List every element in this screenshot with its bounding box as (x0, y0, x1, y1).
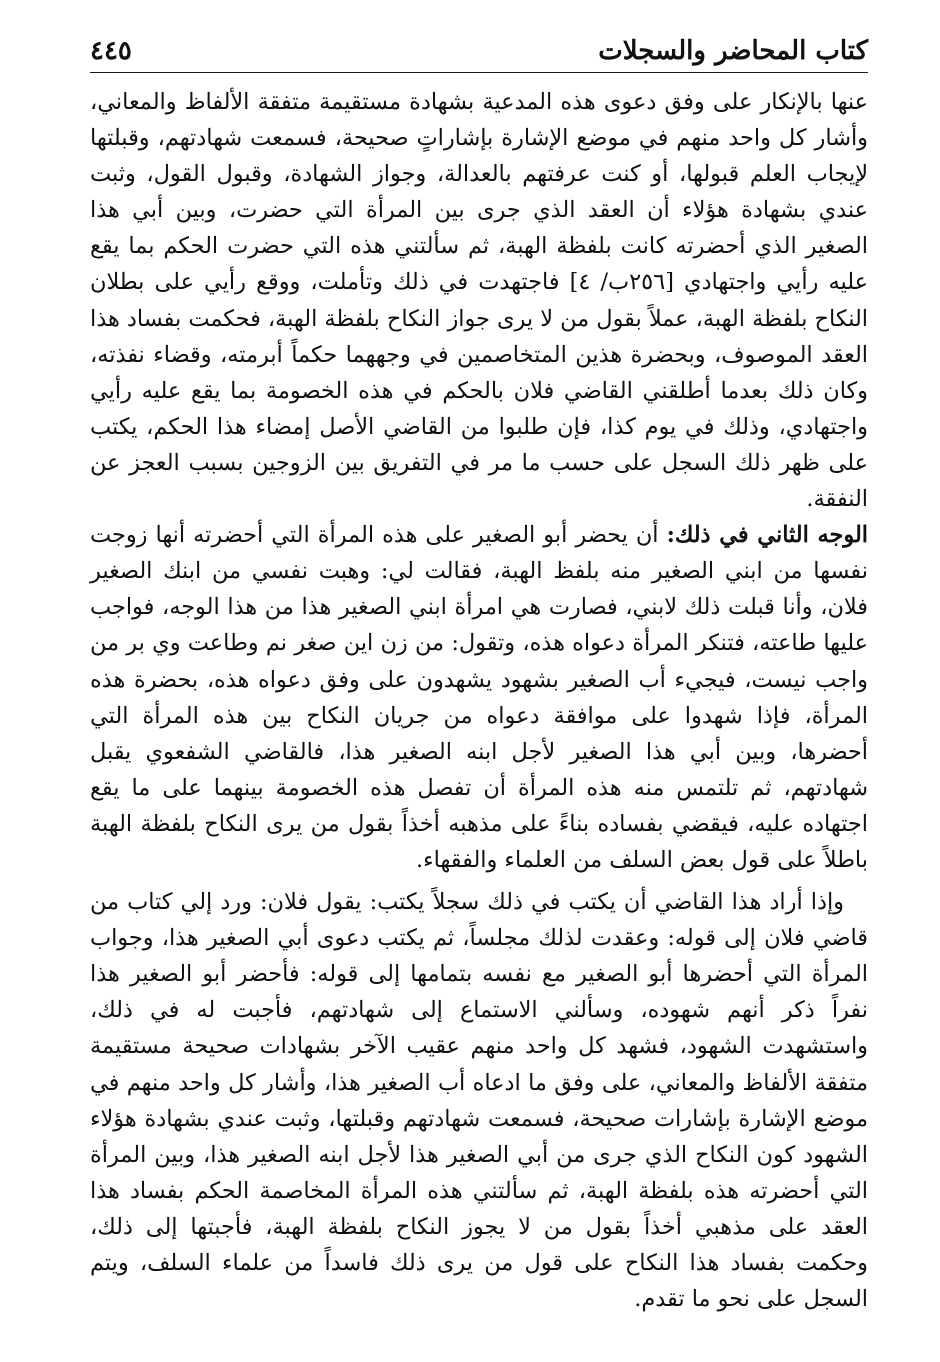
paragraph-1 (90, 84, 868, 517)
book-title: كتاب المحاضر والسجلات (598, 36, 868, 66)
paragraph-2-text: أن يحضر أبو الصغير على هذه المرأة التي أحضرته أنها زوجت نفسها من ابني الصغير منه بلفظ الهبة، فقالت لي: وهبت نفسي من ابنك الصغير فلان، وأنا قبلت ذلك لابني، فصارت هي امرأة ابني الصغير هذا من هذا الوجه، فواجب عليها طاعته، فتنكر المرأة دعواه هذه، وتقول: من زن اين صغر نم وطاعت وي بر من واجب نيست، فيجيء أب الصغير بشهود يشهدون على وفق دعواه هذه، بحضرة هذه المرأة، فإذا شهدوا على موافقة دعواه من جريان النكاح بين هذه المرأة التي أحضرها، وبين أبي هذا الصغير لأجل ابنه الصغير هذا، فالقاضي الشفعوي يقبل شهادتهم، ثم تلتمس منه هذه المرأة أن تفصل هذه الخصومة بينهما على ما يقع اجتهاده عليه، فيقضي بفساده بناءً على مذهبه أخذاً بقول من يرى النكاح بلفظة الهبة باطلاً على قول بعض السلف من العلماء والفقهاء. (90, 522, 868, 873)
running-header (90, 26, 868, 73)
page-number: ٤٤٥ (90, 36, 132, 66)
paragraph-1-text: عنها بالإنكار على وفق دعوى هذه المدعية بشهادة مستقيمة متفقة الألفاظ والمعاني، وأشار كل واحد منهم في موضع الإشارة بإشاراتٍ صحيحة، فسمعت شهادتهم، وقبلتها لإيجاب العلم قبولها، أو كنت عرفتهم بالعدالة، وجواز الشهادة، وقبول القول، وثبت عندي بشهادة هؤلاء أن العقد الذي جرى بين المرأة التي حضرت، وبين أبي هذا الصغير الذي أحضرته كانت بلفظة الهبة، ثم سألتني هذه التي حضرت الحكم بما يقع عليه رأيي واجتهادي [٢٥٦ب/ ٤] فاجتهدت في ذلك وتأملت، ووقع رأيي على بطلان النكاح بلفظة الهبة، عملاً بقول من لا يرى جواز النكاح بلفظة الهبة، فحكمت بفساد هذا العقد الموصوف، وبحضرة هذين المتخاصمين في وجههما حكماً أبرمته، وقضاء نفذته، وكان ذلك بعدما أطلقني القاضي فلان بالحكم في هذه الخصومة بما يقع عليه رأيي واجتهادي، وذلك في يوم كذا، فإن طلبوا من القاضي الأصل إمضاء هذا الحكم، يكتب على ظهر ذلك السجل على حسب ما مر في التفريق بين الزوجين بسبب العجز عن النفقة. (90, 89, 868, 513)
paragraph-3 (90, 884, 868, 1317)
paragraph-2 (90, 517, 868, 878)
page-body (90, 84, 868, 1317)
paragraph-2-heading: الوجه الثاني في ذلك: (666, 522, 869, 549)
paragraph-3-text: وإذا أراد هذا القاضي أن يكتب في ذلك سجلاً يكتب: يقول فلان: ورد إلي كتاب من قاضي فلان إلى قوله: وعقدت لذلك مجلساً، ثم يكتب دعوى أبي الصغير هذا، وجواب المرأة التي أحضرها أبو الصغير مع نفسه بتمامها إلى قوله: فأحضر أبو الصغير هذا نفراً ذكر أنهم شهوده، وسألني الاستماع إلى شهادتهم، فأجبت له في ذلك، واستشهدت الشهود، فشهد كل واحد منهم عقيب الآخر بشهادات صحيحة مستقيمة متفقة الألفاظ والمعاني، على وفق ما ادعاه أب الصغير هذا، وأشار كل واحد منهم في موضع الإشارة بإشارات صحيحة، فسمعت شهادتهم وقبلتها، وثبت عندي بشهادة هؤلاء الشهود كون النكاح الذي جرى من أبي الصغير هذا لأجل ابنه الصغير هذا، وبين المرأة التي أحضرته هذه بلفظة الهبة، ثم سألتني هذه المرأة المخاصمة الحكم بفساد هذا العقد على مذهبي أخذاً بقول من لا يجوز النكاح بلفظة الهبة، فأجبتها إلى ذلك، وحكمت بفساد هذا النكاح على قول من يرى ذلك فاسداً من علماء السلف، ويتم السجل على نحو ما تقدم. (90, 889, 868, 1313)
